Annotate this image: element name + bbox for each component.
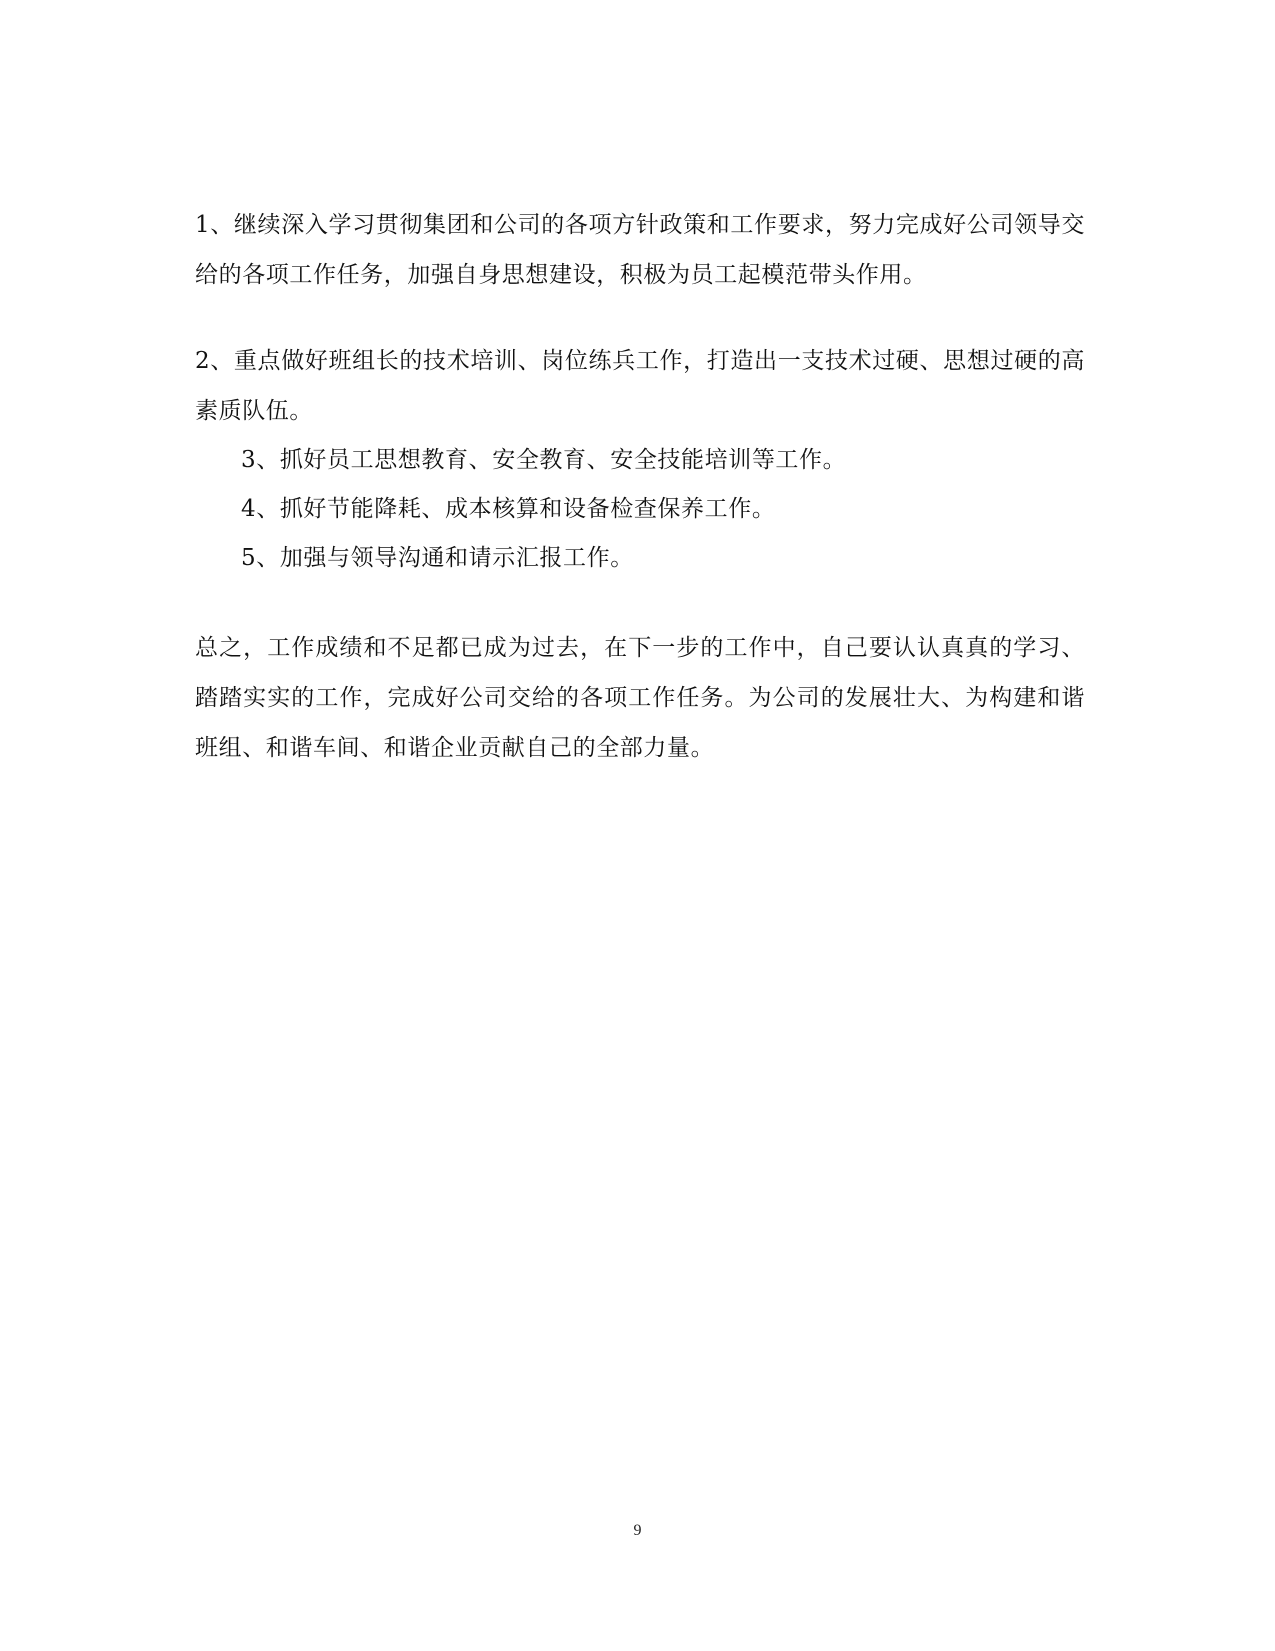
paragraph-item-5: 5、加强与领导沟通和请示汇报工作。 bbox=[241, 545, 634, 571]
paragraph-item-4: 4、抓好节能降耗、成本核算和设备检查保养工作。 bbox=[241, 496, 776, 522]
paragraph-summary: 总之，工作成绩和不足都已成为过去，在下一步的工作中，自己要认认真真的学习、踏踏实实的工作，完成好公司交给的各项工作任务。为公司的发展壮大、为构建和谐班组、和谐车间、和谐企业贡献自己的全部力量。 bbox=[195, 635, 1085, 761]
document-body bbox=[195, 200, 1085, 773]
paragraph-item-3: 3、抓好员工思想教育、安全教育、安全技能培训等工作。 bbox=[241, 447, 847, 473]
paragraph-item-2: 2、重点做好班组长的技术培训、岗位练兵工作，打造出一支技术过硬、思想过硬的高素质队伍。 bbox=[195, 348, 1085, 424]
paragraph-item-1: 1、继续深入学习贯彻集团和公司的各项方针政策和工作要求，努力完成好公司领导交给的各项工作任务，加强自身思想建设，积极为员工起模范带头作用。 bbox=[195, 212, 1085, 288]
page-number: 9 bbox=[633, 1522, 642, 1539]
